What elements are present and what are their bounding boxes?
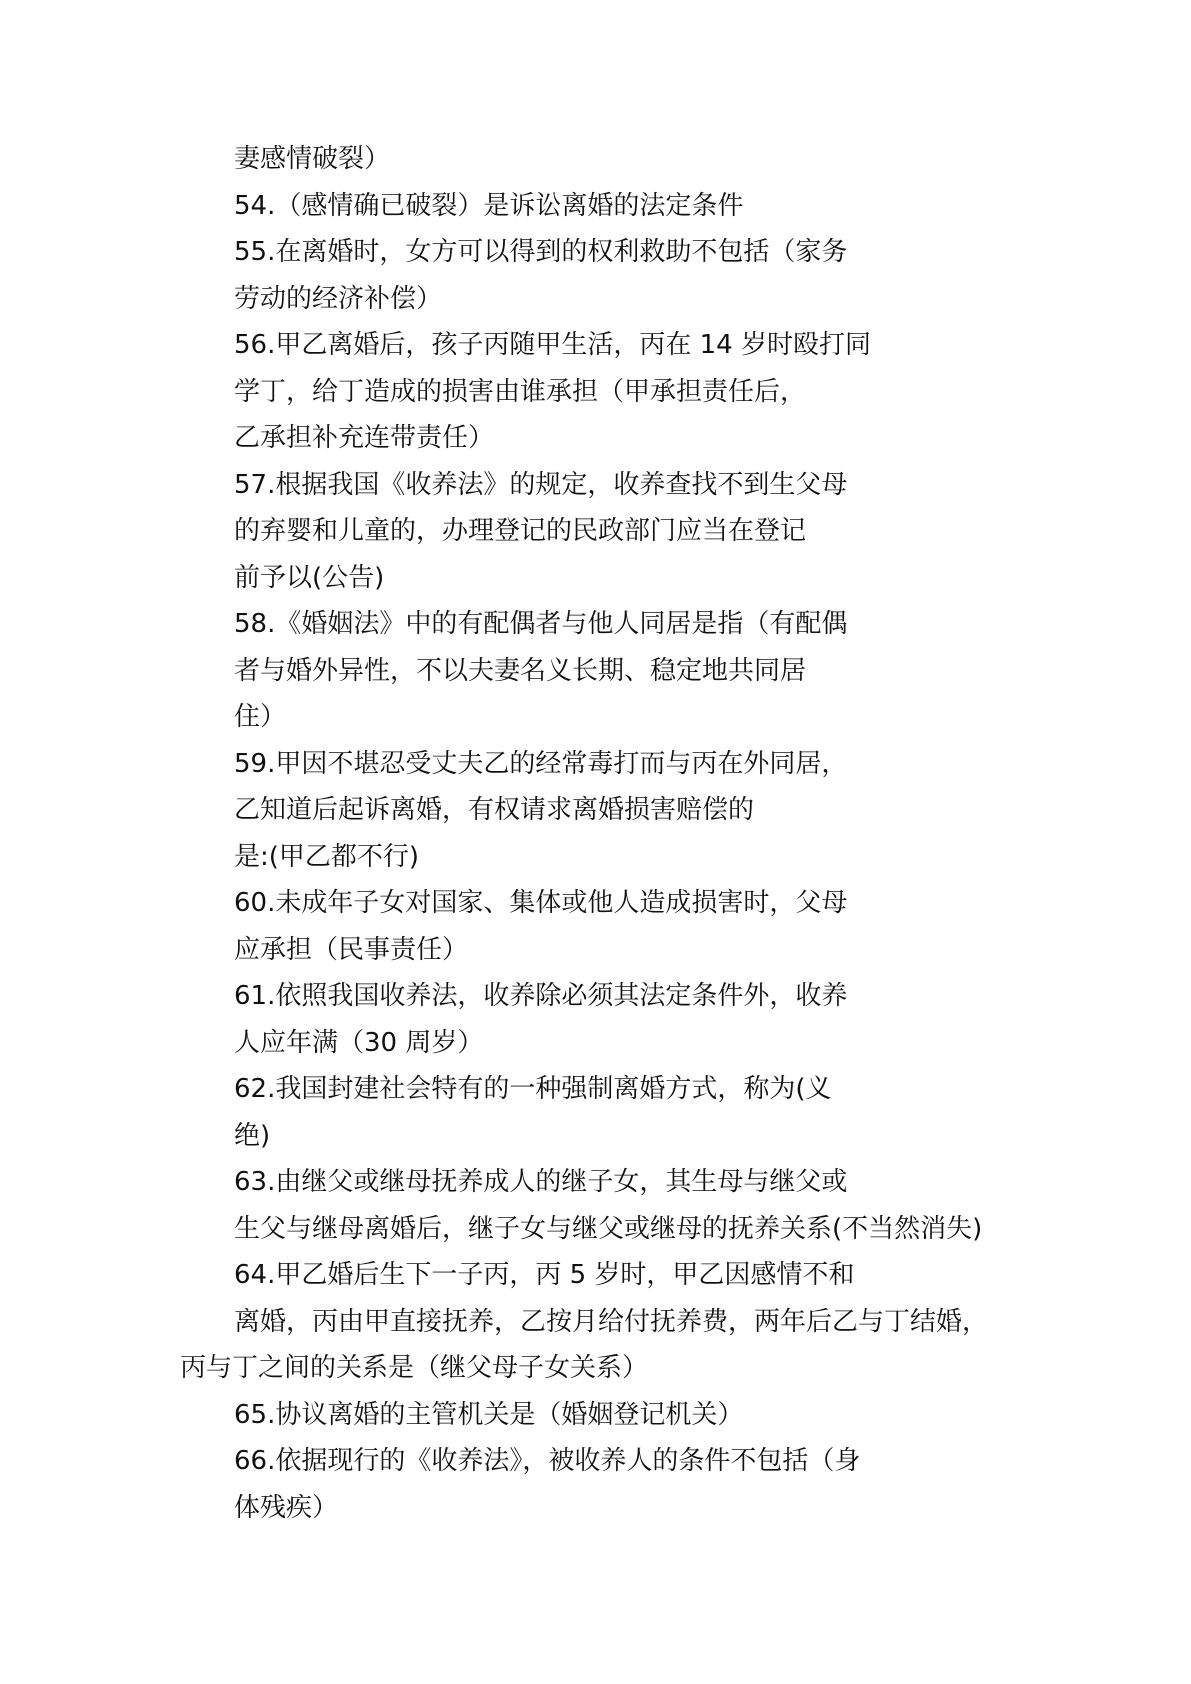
text-line: 住） — [234, 702, 287, 732]
text-line: 65.协议离婚的主管机关是（婚姻登记机关） — [234, 1400, 744, 1430]
text-line: 55.在离婚时，女方可以得到的权利救助不包括（家务 — [234, 237, 848, 267]
text-line: 学丁，给丁造成的损害由谁承担（甲承担责任后， — [234, 377, 807, 407]
text-line: 63.由继父或继母抚养成人的继子女，其生母与继父或 — [234, 1167, 848, 1197]
text-line: 59.甲因不堪忍受丈夫乙的经常毒打而与丙在外同居， — [234, 749, 848, 779]
text-line: 丙与丁之间的关系是（继父母子女关系） — [180, 1353, 649, 1383]
text-line: 56.甲乙离婚后，孩子丙随甲生活，丙在 14 岁时殴打同 — [234, 330, 871, 360]
text-line: 66.依据现行的《收养法》，被收养人的条件不包括（身 — [234, 1446, 861, 1476]
text-line: 人应年满（30 周岁） — [234, 1028, 484, 1058]
text-line: 54.（感情确已破裂）是诉讼离婚的法定条件 — [234, 191, 744, 221]
text-line: 乙知道后起诉离婚，有权请求离婚损害赔偿的 — [234, 795, 755, 825]
text-line: 60.未成年子女对国家、集体或他人造成损害时，父母 — [234, 888, 848, 918]
text-line: 应承担（民事责任） — [234, 935, 469, 965]
text-line: 64.甲乙婚后生下一子丙，丙 5 岁时，甲乙因感情不和 — [234, 1260, 855, 1290]
text-line: 前予以(公告) — [234, 563, 385, 593]
text-line: 58.《婚姻法》中的有配偶者与他人同居是指（有配偶 — [234, 609, 848, 639]
text-line: 劳动的经济补偿） — [234, 284, 443, 314]
text-line: 57.根据我国《收养法》的规定，收养查找不到生父母 — [234, 470, 848, 500]
text-line: 离婚，丙由甲直接抚养，乙按月给付抚养费，两年后乙与丁结婚， — [234, 1307, 989, 1337]
text-line: 体残疾） — [234, 1493, 339, 1523]
text-line: 是:(甲乙都不行) — [234, 842, 420, 872]
text-line: 乙承担补充连带责任） — [234, 423, 495, 453]
text-line: 绝) — [234, 1121, 271, 1151]
text-line: 61.依照我国收养法，收养除必须其法定条件外，收养 — [234, 981, 848, 1011]
text-line: 62.我国封建社会特有的一种强制离婚方式，称为(义 — [234, 1074, 832, 1104]
text-line: 者与婚外异性，不以夫妻名义长期、稳定地共同居 — [234, 656, 807, 686]
text-line: 的弃婴和儿童的，办理登记的民政部门应当在登记 — [234, 516, 807, 546]
text-line: 生父与继母离婚后，继子女与继父或继母的抚养关系(不当然消失) — [234, 1214, 983, 1244]
text-line: 妻感情破裂） — [234, 144, 391, 174]
